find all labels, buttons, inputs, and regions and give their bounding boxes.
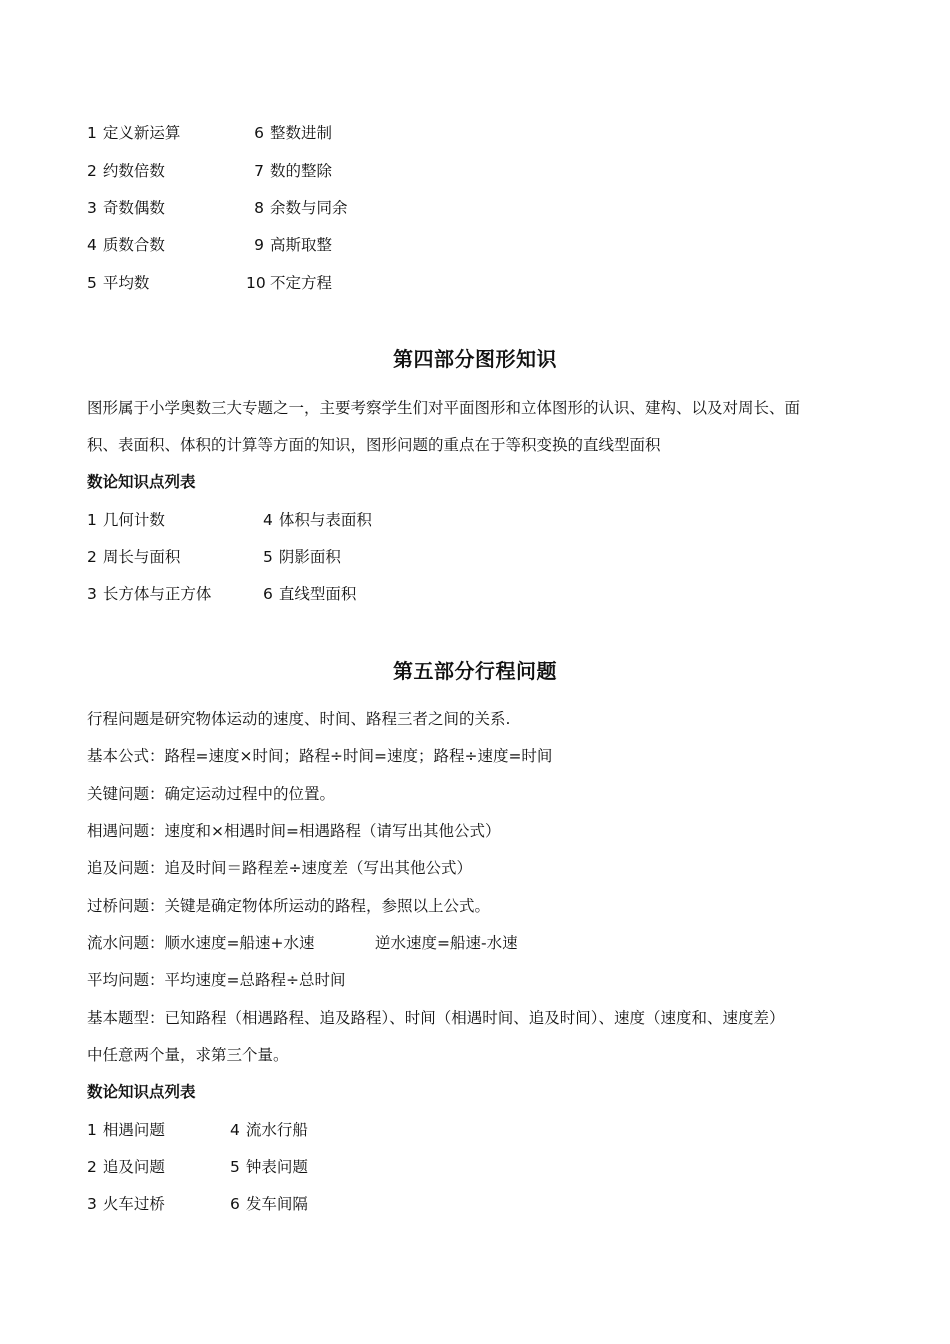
paragraph-line: 中任意两个量，求第三个量。 [87, 1046, 289, 1064]
paragraph-line [87, 931, 867, 955]
paragraph-line: 平均问题：平均速度=总路程÷总时间 [87, 971, 346, 989]
paragraph-line: 过桥问题：关键是确定物体所运动的路程，参照以上公式。 [87, 897, 491, 915]
document-page: 1 定义新运算 6 整数进制 2 约数倍数 7 数的整除 3 奇数偶数 8 余数与同余 4 质数合数 9 高斯取整 5 平均数 10 不定方程 第四部分图形知识 图形属于小学奥数三大专题之一，主要考察学生们对平面图形和立体图形的认识、建构、以及对周长、面 积、表面积、体积的计算等方面的知识，图形问题的重点在于等积变换的直线型面积 数论知识点列表 1 几何计数 4 体积与表面积 2 周长与面积 5 阴影面积 3 长方体与正方体 6 直线型面积 第五部分行程问题 行程问题是研究物体运动的速度、时间、路程三者之间的关系. 基本公式：路程=速度×时间；路程÷时间=速度；路程÷速度=时间 关键问题：确定运动过程中的位置。 相遇问题：速度和×相遇时间=相遇路程（请写出其他公式） 追及问题：追及时间＝路程差÷速度差（写出其他公式） 过桥问题：关键是确定物体所运动的路程，参照以上公式。 流水问题：顺水速度=船速+水速 逆水速度=船速-水速 平均问题：平均速度=总路程÷总时间 基本题型：已知路程（相遇路程、追及路程）、时间（相遇时间、追及时间）、速度（速度和、速度差） 中任意两个量，求第三个量。 数论知识点列表 1 相遇问题 4 流水行船 2 追及问题 5 钟表问题 3 火车过桥 6 发车间隔 [0, 0, 950, 1344]
paragraph-line: 追及问题：追及时间＝路程差÷速度差（写出其他公式） [87, 859, 472, 877]
list-heading: 数论知识点列表 [87, 1083, 196, 1101]
section-title-geometry: 第四部分图形知识 [393, 347, 557, 371]
paragraph-line: 基本题型：已知路程（相遇路程、追及路程）、时间（相遇时间、追及时间）、速度（速度和、速度差） [87, 1009, 785, 1027]
paragraph-line: 图形属于小学奥数三大专题之一，主要考察学生们对平面图形和立体图形的认识、建构、以及对周长、面 [87, 399, 801, 417]
section-title-travel: 第五部分行程问题 [393, 659, 557, 683]
paragraph-line: 积、表面积、体积的计算等方面的知识，图形问题的重点在于等积变换的直线型面积 [87, 436, 661, 454]
paragraph-line: 相遇问题：速度和×相遇时间=相遇路程（请写出其他公式） [87, 822, 501, 840]
flow-upstream: 逆水速度=船速-水速 [375, 934, 518, 952]
list-heading: 数论知识点列表 [87, 473, 196, 491]
paragraph-line: 基本公式：路程=速度×时间；路程÷时间=速度；路程÷速度=时间 [87, 747, 553, 765]
paragraph-line: 关键问题：确定运动过程中的位置。 [87, 785, 336, 803]
paragraph-line: 行程问题是研究物体运动的速度、时间、路程三者之间的关系. [87, 710, 511, 728]
flow-downstream: 流水问题：顺水速度=船速+水速 [87, 934, 315, 952]
